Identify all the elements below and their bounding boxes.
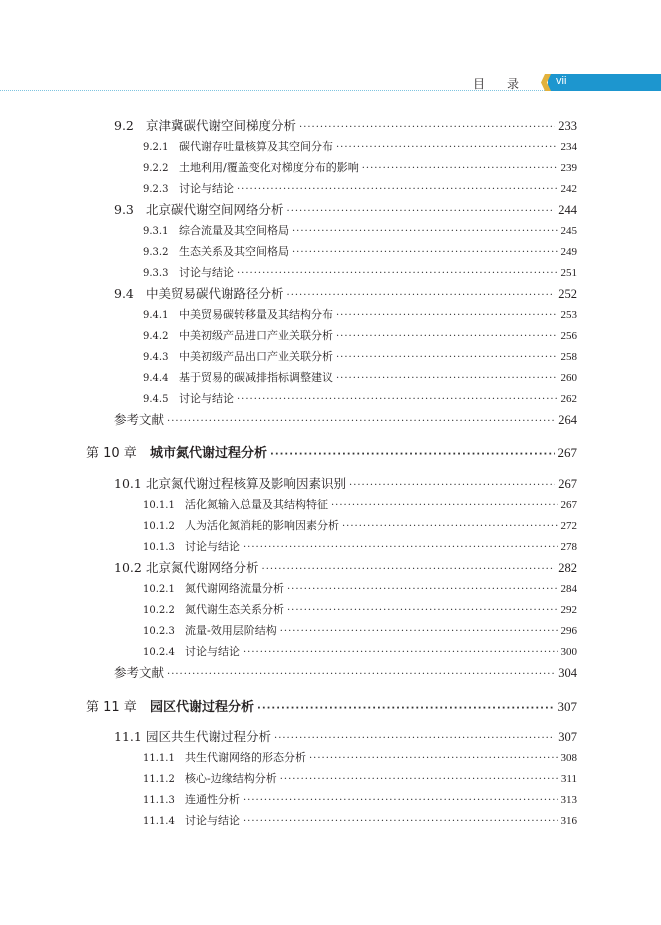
dot-leader — [309, 753, 558, 764]
toc-page: 300 — [560, 646, 577, 658]
toc-page: 308 — [560, 752, 577, 764]
toc-subsection[interactable] — [143, 622, 577, 638]
toc-subsection[interactable] — [143, 222, 577, 238]
toc-title: 北京氮代谢过程核算及影响因素识别 — [146, 476, 347, 491]
toc-title: 综合流量及其空间格局 — [179, 224, 289, 237]
toc-page: 233 — [558, 119, 577, 133]
dot-leader — [237, 184, 558, 195]
toc-title: 流量-效用层阶结构 — [185, 624, 277, 637]
toc-page: 267 — [560, 499, 577, 511]
toc-page: 307 — [557, 699, 577, 714]
toc-subsection[interactable] — [143, 159, 577, 175]
toc-title: 生态关系及其空间格局 — [179, 245, 289, 258]
toc-subsection[interactable] — [143, 812, 577, 828]
toc-title: 北京碳代谢空间网络分析 — [146, 202, 284, 217]
toc-page: 245 — [560, 225, 577, 237]
dot-leader — [274, 733, 555, 744]
toc-page: 304 — [558, 666, 577, 680]
toc-page: 296 — [560, 625, 577, 637]
toc-number: 9.3.1 — [143, 226, 169, 237]
toc-title: 中美初级产品出口产业关联分析 — [179, 350, 333, 363]
toc-chapter[interactable] — [86, 696, 577, 715]
toc-title: 人为活化氮消耗的影响因素分析 — [185, 519, 339, 532]
toc-number: 9.2.2 — [143, 163, 169, 174]
toc-subsection[interactable] — [143, 306, 577, 322]
toc-page: 249 — [560, 246, 577, 258]
dot-leader — [167, 416, 555, 427]
toc-title: 园区代谢过程分析 — [150, 700, 255, 715]
header-title: 目录 — [472, 77, 541, 91]
toc-subsection[interactable] — [143, 243, 577, 259]
toc-subsection[interactable] — [143, 138, 577, 154]
toc-subsection[interactable] — [143, 791, 577, 807]
toc-number: 11.1.4 — [143, 816, 175, 827]
toc-page: 313 — [560, 794, 577, 806]
toc-number: 10.1.1 — [143, 500, 175, 511]
toc-page: 267 — [558, 477, 577, 491]
toc-title: 中美贸易碳转移量及其结构分布 — [179, 308, 333, 321]
toc-subsection[interactable] — [143, 327, 577, 343]
toc-subsection[interactable] — [143, 538, 577, 554]
toc-page: 234 — [560, 141, 577, 153]
dot-leader — [280, 626, 558, 637]
dot-leader — [336, 373, 558, 384]
toc-number: 11.1.3 — [143, 795, 175, 806]
toc-title: 京津冀碳代谢空间梯度分析 — [146, 118, 297, 133]
toc-number: 9.3.3 — [143, 268, 169, 279]
toc-title: 共生代谢网络的形态分析 — [185, 751, 306, 764]
toc-references[interactable] — [114, 410, 577, 428]
dot-leader — [299, 122, 555, 133]
toc-page: 256 — [560, 330, 577, 342]
dot-leader — [287, 584, 558, 595]
dot-leader — [331, 500, 558, 511]
toc-title: 碳代谢存吐量核算及其空间分布 — [179, 140, 333, 153]
toc-number: 第 10 章 — [86, 446, 137, 461]
toc-title: 北京氮代谢网络分析 — [146, 560, 259, 575]
toc-number: 9.3 — [114, 202, 134, 217]
toc-page: 311 — [560, 773, 577, 785]
toc-page: 262 — [560, 393, 577, 405]
toc-number: 10.2.3 — [143, 626, 175, 637]
toc-section[interactable] — [114, 116, 577, 134]
toc-number: 10.1.3 — [143, 542, 175, 553]
toc-subsection[interactable] — [143, 770, 577, 786]
toc-title: 活化氮输入总量及其结构特征 — [185, 498, 328, 511]
toc-title: 基于贸易的碳减排指标调整建议 — [179, 371, 333, 384]
toc-page: 307 — [558, 730, 577, 744]
toc-title: 中美贸易碳代谢路径分析 — [146, 286, 284, 301]
toc-title: 中美初级产品进口产业关联分析 — [179, 329, 333, 342]
toc-title: 参考文献 — [114, 665, 165, 680]
toc-number: 9.2.3 — [143, 184, 169, 195]
toc-title: 讨论与结论 — [179, 182, 234, 195]
dot-leader — [292, 226, 558, 237]
toc-section[interactable] — [114, 284, 577, 302]
toc-page: 251 — [560, 267, 577, 279]
toc-number: 11.1.2 — [143, 774, 175, 785]
dot-leader — [342, 521, 558, 532]
toc-references[interactable] — [114, 663, 577, 681]
toc-page: 278 — [560, 541, 577, 553]
dot-leader — [336, 142, 558, 153]
toc-page: 272 — [560, 520, 577, 532]
dot-leader — [237, 394, 558, 405]
toc-page: 252 — [558, 287, 577, 301]
dot-leader — [287, 605, 558, 616]
dot-leader — [280, 774, 558, 785]
dot-leader — [243, 795, 558, 806]
toc-page: 244 — [558, 203, 577, 217]
toc-title: 讨论与结论 — [185, 645, 240, 658]
toc-page: 316 — [560, 815, 577, 827]
toc-title: 讨论与结论 — [185, 814, 240, 827]
dot-leader — [287, 290, 556, 301]
toc-page: 253 — [560, 309, 577, 321]
toc-page: 292 — [560, 604, 577, 616]
toc-subsection[interactable] — [143, 517, 577, 533]
toc-title: 氮代谢网络流量分析 — [185, 582, 284, 595]
dot-leader — [237, 268, 558, 279]
toc-number: 9.4 — [114, 286, 134, 301]
dot-leader — [243, 816, 558, 827]
toc-number: 9.2.1 — [143, 142, 169, 153]
toc-title: 讨论与结论 — [179, 266, 234, 279]
toc-title: 氮代谢生态关系分析 — [185, 603, 284, 616]
page-number: vii — [556, 75, 567, 87]
dot-leader — [336, 331, 558, 342]
toc-title: 核心-边缘结构分析 — [185, 772, 277, 785]
dot-leader — [257, 703, 554, 714]
toc-subsection[interactable] — [143, 348, 577, 364]
toc-page: 284 — [560, 583, 577, 595]
dot-leader — [167, 669, 555, 680]
toc-number: 10.1 — [114, 476, 142, 491]
toc-page: 258 — [560, 351, 577, 363]
dot-leader — [292, 247, 558, 258]
toc-number: 10.2.2 — [143, 605, 175, 616]
dot-leader — [336, 310, 558, 321]
dot-leader — [287, 206, 556, 217]
toc-section[interactable] — [114, 474, 577, 492]
toc-number: 11.1.1 — [143, 753, 175, 764]
dot-leader — [243, 542, 558, 553]
toc-number: 9.3.2 — [143, 247, 169, 258]
toc-number: 11.1 — [114, 729, 142, 744]
toc-subsection[interactable] — [143, 390, 577, 406]
dot-leader — [336, 352, 558, 363]
toc-number: 9.4.3 — [143, 352, 169, 363]
toc-number: 10.2.4 — [143, 647, 175, 658]
toc-title: 连通性分析 — [185, 793, 240, 806]
toc-title: 土地利用/覆盖变化对梯度分布的影响 — [179, 161, 359, 174]
toc-page: 242 — [560, 183, 577, 195]
toc-subsection[interactable] — [143, 643, 577, 659]
toc-page: 264 — [558, 413, 577, 427]
toc-subsection[interactable] — [143, 749, 577, 765]
toc-number: 9.4.5 — [143, 394, 169, 405]
toc-number: 第 11 章 — [86, 700, 137, 715]
toc-title: 参考文献 — [114, 412, 165, 427]
toc-title: 讨论与结论 — [179, 392, 234, 405]
toc-section[interactable] — [114, 558, 577, 576]
toc-number: 9.2 — [114, 118, 134, 133]
toc-number: 9.4.1 — [143, 310, 169, 321]
toc-number: 10.2 — [114, 560, 142, 575]
toc-subsection[interactable] — [143, 369, 577, 385]
toc-page: 260 — [560, 372, 577, 384]
toc-page: 267 — [557, 445, 577, 460]
dot-leader — [262, 564, 556, 575]
toc-number: 9.4.2 — [143, 331, 169, 342]
toc-section[interactable] — [114, 727, 577, 745]
toc-title: 园区共生代谢过程分析 — [146, 729, 272, 744]
toc-subsection[interactable] — [143, 496, 577, 512]
dot-leader — [243, 647, 558, 658]
toc-number: 9.4.4 — [143, 373, 169, 384]
toc-page: 282 — [558, 561, 577, 575]
toc-subsection[interactable] — [143, 180, 577, 196]
toc-page: 239 — [560, 162, 577, 174]
toc-title: 城市氮代谢过程分析 — [150, 446, 268, 461]
toc-subsection[interactable] — [143, 264, 577, 280]
toc-section[interactable] — [114, 200, 577, 218]
dot-leader — [362, 163, 558, 174]
dot-leader — [349, 480, 555, 491]
dot-leader — [270, 449, 554, 460]
toc-number: 10.1.2 — [143, 521, 175, 532]
toc-title: 讨论与结论 — [185, 540, 240, 553]
toc-number: 10.2.1 — [143, 584, 175, 595]
toc-chapter[interactable] — [86, 442, 577, 461]
toc-subsection[interactable] — [143, 601, 577, 617]
toc-subsection[interactable] — [143, 580, 577, 596]
